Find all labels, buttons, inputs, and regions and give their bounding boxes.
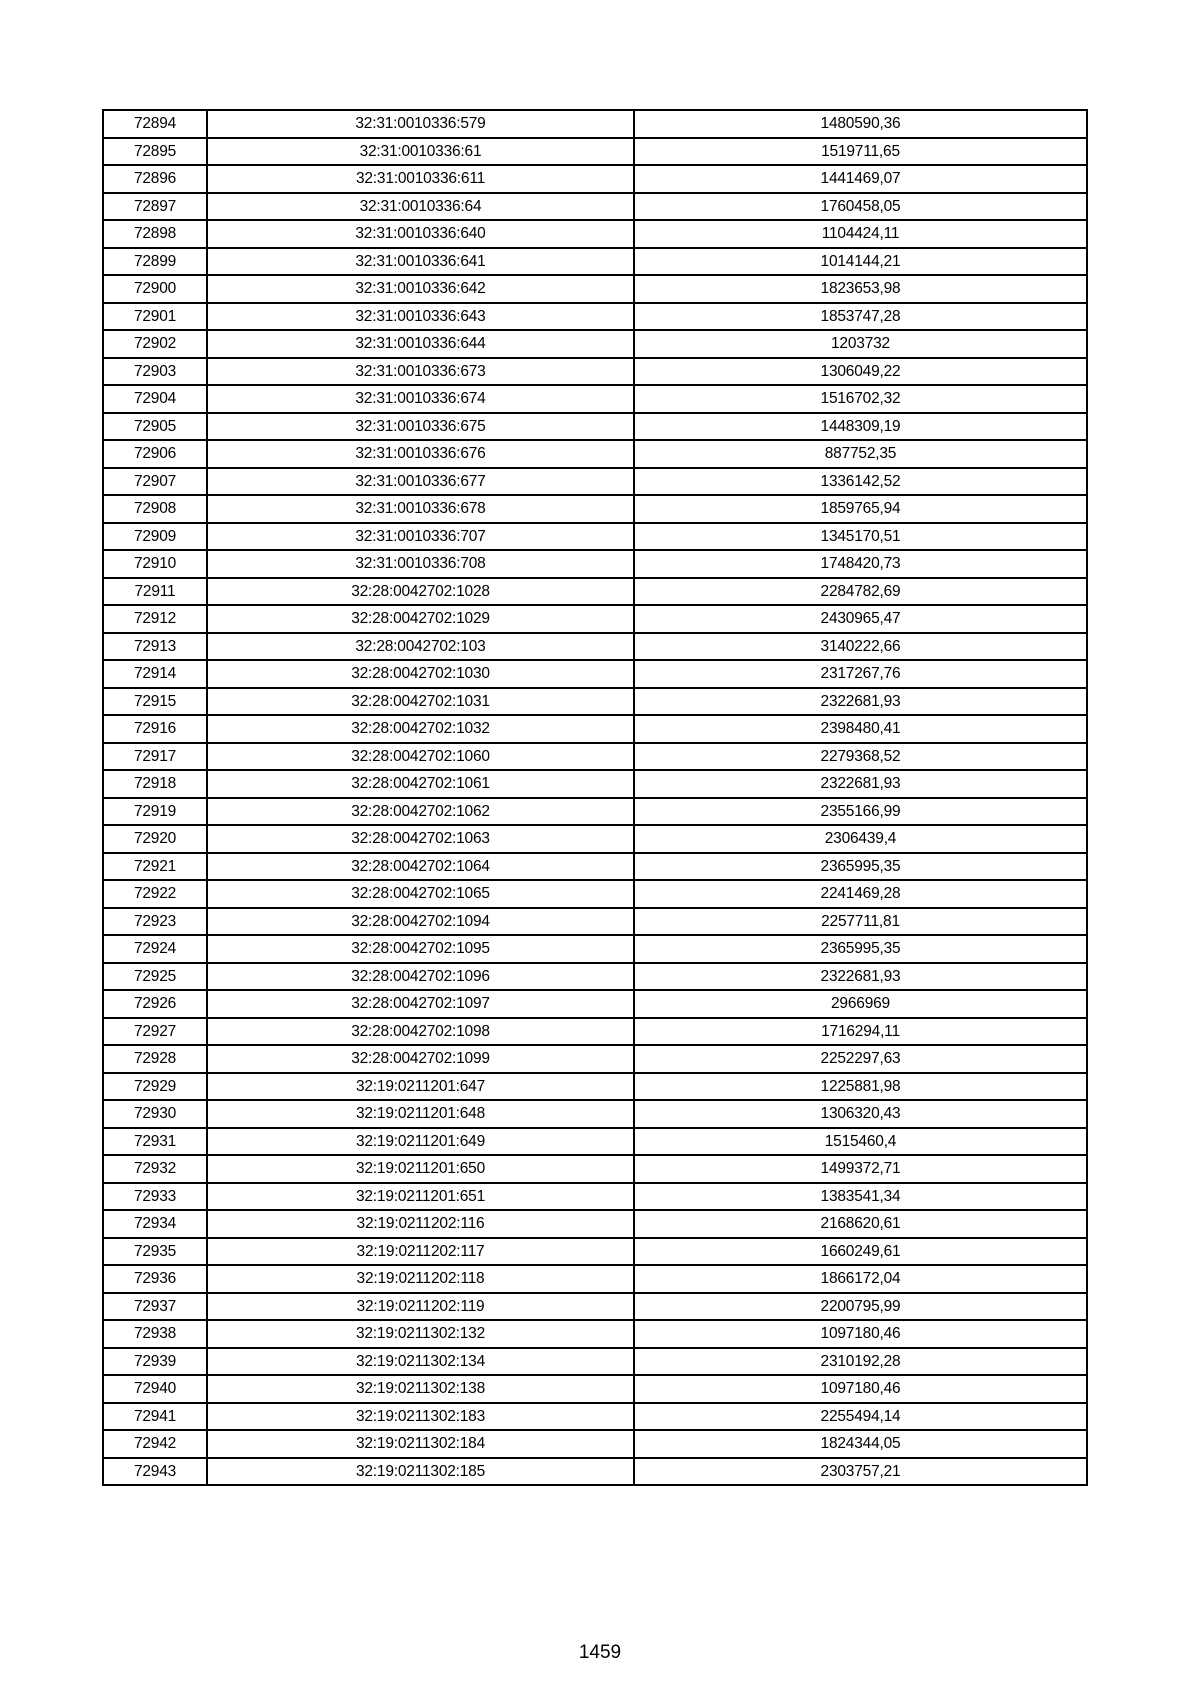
row-number-cell: 72927 [103, 1018, 207, 1046]
cadastral-number-cell: 32:19:0211302:183 [207, 1403, 634, 1431]
cadastral-number-cell: 32:19:0211202:119 [207, 1293, 634, 1321]
table-row [103, 495, 1087, 523]
table-row [103, 825, 1087, 853]
row-number-cell: 72918 [103, 770, 207, 798]
value-cell: 2252297,63 [634, 1045, 1087, 1073]
row-number-cell: 72938 [103, 1320, 207, 1348]
row-number-cell: 72933 [103, 1183, 207, 1211]
cadastral-number-cell: 32:28:0042702:1060 [207, 743, 634, 771]
value-cell: 1515460,4 [634, 1128, 1087, 1156]
row-number-cell: 72932 [103, 1155, 207, 1183]
cadastral-number-cell: 32:19:0211201:651 [207, 1183, 634, 1211]
cadastral-number-cell: 32:31:0010336:643 [207, 303, 634, 331]
table-row [103, 1293, 1087, 1321]
cadastral-number-cell: 32:28:0042702:1029 [207, 605, 634, 633]
table-row [103, 935, 1087, 963]
value-cell: 1853747,28 [634, 303, 1087, 331]
value-cell: 1306320,43 [634, 1100, 1087, 1128]
row-number-cell: 72900 [103, 275, 207, 303]
row-number-cell: 72902 [103, 330, 207, 358]
table-row [103, 660, 1087, 688]
value-cell: 1499372,71 [634, 1155, 1087, 1183]
cadastral-number-cell: 32:19:0211201:649 [207, 1128, 634, 1156]
table-row [103, 275, 1087, 303]
cadastral-number-cell: 32:28:0042702:1094 [207, 908, 634, 936]
row-number-cell: 72934 [103, 1210, 207, 1238]
cadastral-number-cell: 32:28:0042702:1098 [207, 1018, 634, 1046]
cadastral-number-cell: 32:28:0042702:1032 [207, 715, 634, 743]
cadastral-number-cell: 32:19:0211302:185 [207, 1458, 634, 1486]
cadastral-number-cell: 32:28:0042702:1064 [207, 853, 634, 881]
table-row [103, 550, 1087, 578]
row-number-cell: 72920 [103, 825, 207, 853]
table-row [103, 1238, 1087, 1266]
value-cell: 2303757,21 [634, 1458, 1087, 1486]
row-number-cell: 72899 [103, 248, 207, 276]
cadastral-number-cell: 32:28:0042702:1028 [207, 578, 634, 606]
cadastral-number-cell: 32:28:0042702:1096 [207, 963, 634, 991]
cadastral-number-cell: 32:31:0010336:611 [207, 165, 634, 193]
table-row [103, 1045, 1087, 1073]
row-number-cell: 72908 [103, 495, 207, 523]
row-number-cell: 72894 [103, 110, 207, 138]
cadastral-number-cell: 32:28:0042702:1031 [207, 688, 634, 716]
cadastral-number-cell: 32:31:0010336:675 [207, 413, 634, 441]
table-row [103, 578, 1087, 606]
row-number-cell: 72911 [103, 578, 207, 606]
value-cell: 1097180,46 [634, 1320, 1087, 1348]
cadastral-number-cell: 32:31:0010336:642 [207, 275, 634, 303]
table-row [103, 138, 1087, 166]
value-cell: 1716294,11 [634, 1018, 1087, 1046]
cadastral-number-cell: 32:28:0042702:1095 [207, 935, 634, 963]
cadastral-number-cell: 32:19:0211201:647 [207, 1073, 634, 1101]
row-number-cell: 72909 [103, 523, 207, 551]
cadastral-number-cell: 32:31:0010336:61 [207, 138, 634, 166]
cadastral-number-cell: 32:28:0042702:1099 [207, 1045, 634, 1073]
table-row [103, 1458, 1087, 1486]
value-cell: 1823653,98 [634, 275, 1087, 303]
table-row [103, 1375, 1087, 1403]
cadastral-number-cell: 32:31:0010336:676 [207, 440, 634, 468]
table-row [103, 743, 1087, 771]
cadastral-number-cell: 32:19:0211302:138 [207, 1375, 634, 1403]
value-cell: 2966969 [634, 990, 1087, 1018]
row-number-cell: 72928 [103, 1045, 207, 1073]
cadastral-number-cell: 32:28:0042702:1061 [207, 770, 634, 798]
row-number-cell: 72924 [103, 935, 207, 963]
table-row [103, 1403, 1087, 1431]
table-row [103, 963, 1087, 991]
value-cell: 1225881,98 [634, 1073, 1087, 1101]
table-row [103, 193, 1087, 221]
row-number-cell: 72901 [103, 303, 207, 331]
value-cell: 1014144,21 [634, 248, 1087, 276]
value-cell: 1824344,05 [634, 1430, 1087, 1458]
cadastral-number-cell: 32:31:0010336:674 [207, 385, 634, 413]
value-cell: 2306439,4 [634, 825, 1087, 853]
table-row [103, 440, 1087, 468]
value-cell: 2317267,76 [634, 660, 1087, 688]
value-cell: 2255494,14 [634, 1403, 1087, 1431]
row-number-cell: 72912 [103, 605, 207, 633]
table-row [103, 1430, 1087, 1458]
table-row [103, 523, 1087, 551]
table-row [103, 1348, 1087, 1376]
row-number-cell: 72926 [103, 990, 207, 1018]
cadastral-number-cell: 32:19:0211202:117 [207, 1238, 634, 1266]
value-cell: 1859765,94 [634, 495, 1087, 523]
data-table [102, 109, 1088, 1486]
cadastral-number-cell: 32:31:0010336:64 [207, 193, 634, 221]
value-cell: 2365995,35 [634, 935, 1087, 963]
row-number-cell: 72942 [103, 1430, 207, 1458]
value-cell: 1097180,46 [634, 1375, 1087, 1403]
table-row [103, 303, 1087, 331]
value-cell: 2398480,41 [634, 715, 1087, 743]
table-row [103, 908, 1087, 936]
table-row [103, 715, 1087, 743]
row-number-cell: 72916 [103, 715, 207, 743]
table-row [103, 330, 1087, 358]
value-cell: 1448309,19 [634, 413, 1087, 441]
cadastral-number-cell: 32:31:0010336:640 [207, 220, 634, 248]
row-number-cell: 72922 [103, 880, 207, 908]
table-row [103, 605, 1087, 633]
value-cell: 1345170,51 [634, 523, 1087, 551]
row-number-cell: 72895 [103, 138, 207, 166]
value-cell: 2365995,35 [634, 853, 1087, 881]
row-number-cell: 72915 [103, 688, 207, 716]
row-number-cell: 72898 [103, 220, 207, 248]
value-cell: 2355166,99 [634, 798, 1087, 826]
value-cell: 2168620,61 [634, 1210, 1087, 1238]
cadastral-number-cell: 32:19:0211302:184 [207, 1430, 634, 1458]
row-number-cell: 72929 [103, 1073, 207, 1101]
row-number-cell: 72941 [103, 1403, 207, 1431]
value-cell: 1441469,07 [634, 165, 1087, 193]
value-cell: 2322681,93 [634, 770, 1087, 798]
cadastral-number-cell: 32:28:0042702:1063 [207, 825, 634, 853]
value-cell: 1203732 [634, 330, 1087, 358]
row-number-cell: 72917 [103, 743, 207, 771]
value-cell: 1383541,34 [634, 1183, 1087, 1211]
value-cell: 1748420,73 [634, 550, 1087, 578]
cadastral-number-cell: 32:31:0010336:707 [207, 523, 634, 551]
row-number-cell: 72940 [103, 1375, 207, 1403]
row-number-cell: 72936 [103, 1265, 207, 1293]
value-cell: 1336142,52 [634, 468, 1087, 496]
row-number-cell: 72914 [103, 660, 207, 688]
table-row [103, 110, 1087, 138]
row-number-cell: 72910 [103, 550, 207, 578]
table-body [103, 110, 1087, 1485]
value-cell: 1519711,65 [634, 138, 1087, 166]
value-cell: 2284782,69 [634, 578, 1087, 606]
row-number-cell: 72930 [103, 1100, 207, 1128]
table-row [103, 633, 1087, 661]
cadastral-number-cell: 32:31:0010336:673 [207, 358, 634, 386]
value-cell: 1480590,36 [634, 110, 1087, 138]
row-number-cell: 72923 [103, 908, 207, 936]
cadastral-number-cell: 32:28:0042702:1062 [207, 798, 634, 826]
value-cell: 2430965,47 [634, 605, 1087, 633]
cadastral-number-cell: 32:19:0211201:648 [207, 1100, 634, 1128]
cadastral-number-cell: 32:28:0042702:1097 [207, 990, 634, 1018]
value-cell: 2322681,93 [634, 688, 1087, 716]
row-number-cell: 72906 [103, 440, 207, 468]
table-row [103, 1320, 1087, 1348]
table-row [103, 220, 1087, 248]
table-row [103, 413, 1087, 441]
row-number-cell: 72913 [103, 633, 207, 661]
value-cell: 2241469,28 [634, 880, 1087, 908]
row-number-cell: 72921 [103, 853, 207, 881]
row-number-cell: 72904 [103, 385, 207, 413]
table-row [103, 798, 1087, 826]
cadastral-number-cell: 32:19:0211302:134 [207, 1348, 634, 1376]
table-row [103, 990, 1087, 1018]
cadastral-number-cell: 32:31:0010336:677 [207, 468, 634, 496]
cadastral-number-cell: 32:28:0042702:1030 [207, 660, 634, 688]
cadastral-number-cell: 32:31:0010336:579 [207, 110, 634, 138]
value-cell: 2257711,81 [634, 908, 1087, 936]
cadastral-number-cell: 32:28:0042702:103 [207, 633, 634, 661]
value-cell: 1306049,22 [634, 358, 1087, 386]
value-cell: 1760458,05 [634, 193, 1087, 221]
cadastral-number-cell: 32:19:0211302:132 [207, 1320, 634, 1348]
row-number-cell: 72931 [103, 1128, 207, 1156]
value-cell: 1866172,04 [634, 1265, 1087, 1293]
cadastral-number-cell: 32:31:0010336:678 [207, 495, 634, 523]
value-cell: 2310192,28 [634, 1348, 1087, 1376]
row-number-cell: 72907 [103, 468, 207, 496]
row-number-cell: 72937 [103, 1293, 207, 1321]
cadastral-number-cell: 32:31:0010336:708 [207, 550, 634, 578]
row-number-cell: 72905 [103, 413, 207, 441]
table-row [103, 165, 1087, 193]
table-row [103, 770, 1087, 798]
value-cell: 887752,35 [634, 440, 1087, 468]
value-cell: 1660249,61 [634, 1238, 1087, 1266]
table-row [103, 1100, 1087, 1128]
table-row [103, 1018, 1087, 1046]
cadastral-number-cell: 32:19:0211201:650 [207, 1155, 634, 1183]
cadastral-number-cell: 32:31:0010336:641 [207, 248, 634, 276]
row-number-cell: 72943 [103, 1458, 207, 1486]
cadastral-number-cell: 32:28:0042702:1065 [207, 880, 634, 908]
table-row [103, 468, 1087, 496]
table-row [103, 853, 1087, 881]
table-row [103, 385, 1087, 413]
cadastral-number-cell: 32:19:0211202:116 [207, 1210, 634, 1238]
row-number-cell: 72897 [103, 193, 207, 221]
row-number-cell: 72919 [103, 798, 207, 826]
value-cell: 1104424,11 [634, 220, 1087, 248]
value-cell: 2279368,52 [634, 743, 1087, 771]
value-cell: 3140222,66 [634, 633, 1087, 661]
cadastral-number-cell: 32:31:0010336:644 [207, 330, 634, 358]
row-number-cell: 72925 [103, 963, 207, 991]
table-row [103, 358, 1087, 386]
value-cell: 2322681,93 [634, 963, 1087, 991]
table-row [103, 1073, 1087, 1101]
row-number-cell: 72903 [103, 358, 207, 386]
value-cell: 1516702,32 [634, 385, 1087, 413]
row-number-cell: 72939 [103, 1348, 207, 1376]
table-row [103, 1155, 1087, 1183]
table-row [103, 880, 1087, 908]
page-number: 1459 [578, 1642, 622, 1663]
row-number-cell: 72935 [103, 1238, 207, 1266]
table-row [103, 688, 1087, 716]
value-cell: 2200795,99 [634, 1293, 1087, 1321]
row-number-cell: 72896 [103, 165, 207, 193]
table-row [103, 1128, 1087, 1156]
table-row [103, 1183, 1087, 1211]
table-row [103, 1210, 1087, 1238]
cadastral-number-cell: 32:19:0211202:118 [207, 1265, 634, 1293]
table-row [103, 1265, 1087, 1293]
table-row [103, 248, 1087, 276]
